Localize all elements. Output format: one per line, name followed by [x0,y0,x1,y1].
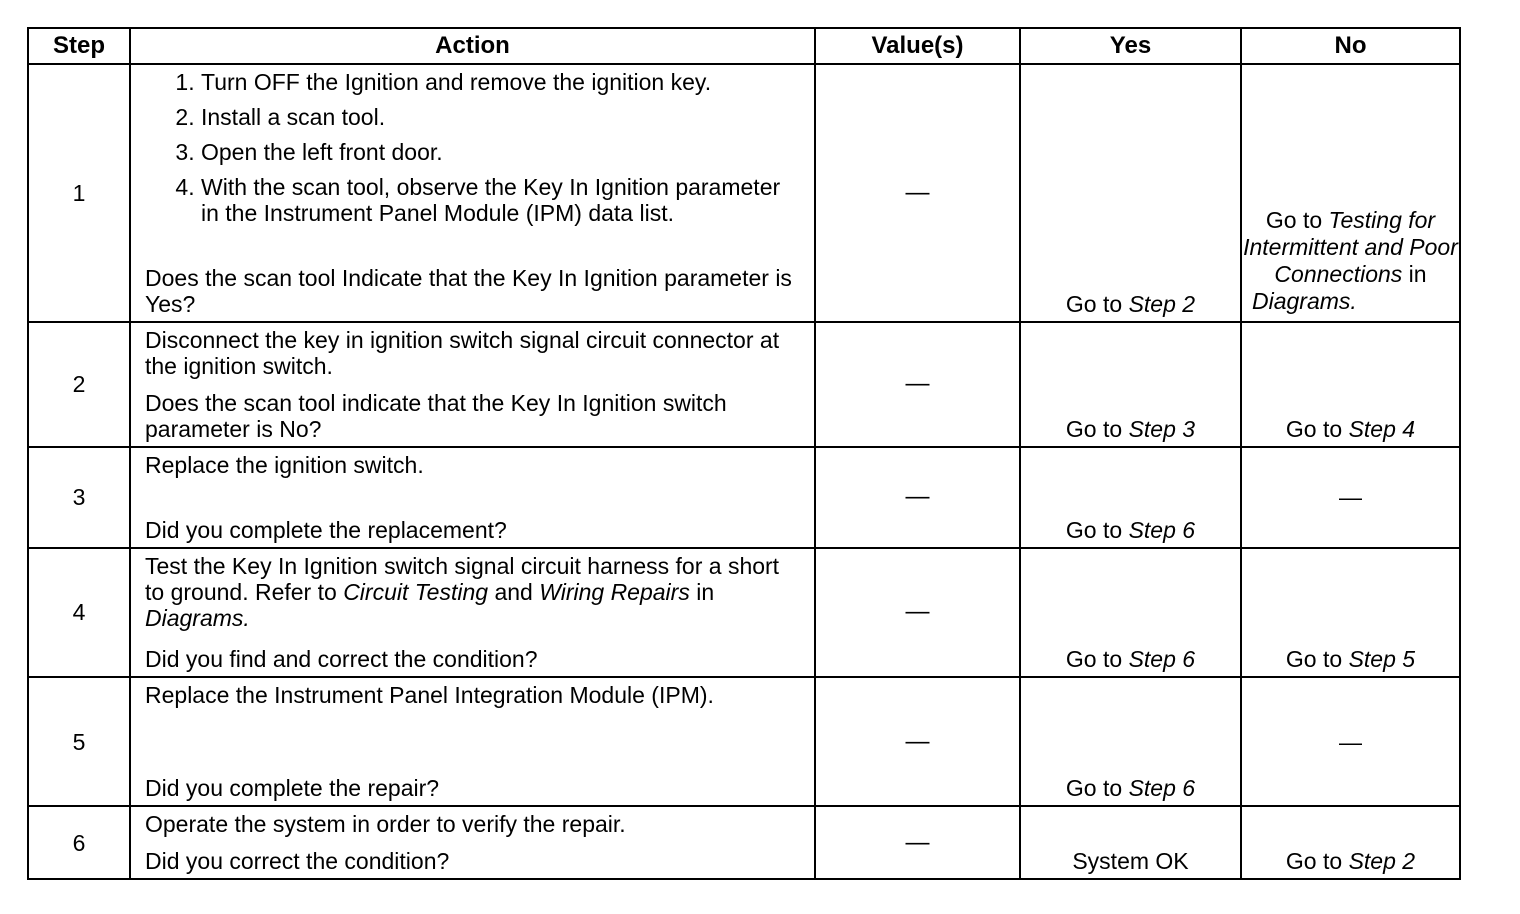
action-question: Did you find and correct the condition? [145,645,538,672]
yes-cell [1020,548,1241,677]
step-number: 4 [28,548,130,677]
yes-cell [1020,64,1241,322]
action-cell [130,447,815,548]
action-text: Operate the system in order to verify the repair. [145,811,626,838]
no-diagrams-ref[interactable]: Diagrams. [1252,287,1357,314]
yes-prefix: Go to [1065,775,1129,802]
yes-step-link[interactable]: Step 6 [1128,516,1196,543]
header-yes: Yes [1020,28,1241,64]
action-text-part: and [488,578,540,605]
table-row [28,64,1460,322]
no-prefix: Go to [1285,415,1349,442]
wiring-repairs-ref[interactable]: Wiring Repairs [539,578,690,605]
yes-step-link[interactable]: Step 2 [1128,290,1196,317]
no-step-link[interactable]: Step 2 [1348,848,1416,874]
yes-cell [1020,447,1241,548]
step-number: 1 [28,64,130,322]
yes-prefix: Go to [1065,290,1129,317]
table-row [28,548,1460,677]
header-step: Step [28,28,130,64]
action-text: Disconnect the key in ignition switch signal circuit connector at the ignition switch. [145,326,780,379]
action-question: Does the scan tool indicate that the Key In Ignition switch parameter is No? [145,389,727,442]
action-text [145,553,800,631]
no-cell [1241,322,1460,447]
circuit-testing-ref[interactable]: Circuit Testing [343,578,489,605]
no-doc-link[interactable]: Testing for Intermittent and Poor Connections [1243,206,1458,287]
action-list-item: 1. Turn OFF the Ignition and remove the ignition key. [201,69,800,95]
step-number: 3 [28,447,130,548]
value-cell: — [815,806,1020,879]
action-list-item: 3. Open the left front door. [201,139,800,165]
diagrams-ref[interactable]: Diagrams. [145,604,250,631]
yes-cell [1020,322,1241,447]
no-cell: — [1241,677,1460,806]
action-cell [130,64,815,322]
action-text-part: in [689,578,715,605]
yes-prefix: Go to [1065,516,1129,543]
no-cell [1241,64,1460,322]
action-list-item: 2. Install a scan tool. [201,104,800,130]
table-row [28,677,1460,806]
step-number: 5 [28,677,130,806]
action-text: Replace the ignition switch. [145,451,424,478]
header-no: No [1241,28,1460,64]
diagnostic-table [27,27,1461,880]
value-cell: — [815,677,1020,806]
yes-prefix: Go to [1065,415,1129,442]
table-row [28,806,1460,879]
yes-cell: System OK [1020,806,1241,879]
action-cell [130,548,815,677]
no-cell [1241,548,1460,677]
action-question: Did you complete the replacement? [145,516,507,543]
no-cell: — [1241,447,1460,548]
value-cell: — [815,322,1020,447]
yes-step-link[interactable]: Step 6 [1128,645,1196,672]
action-list-item: 4. With the scan tool, observe the Key In Ignition parameter in the Instrument Panel Module (IPM) data list. [201,174,800,226]
action-cell [130,806,815,879]
no-prefix: Go to [1265,206,1329,233]
action-cell [130,322,815,447]
action-text-part: Test the Key In Ignition switch signal circuit harness for a short to ground. Refer to [145,552,780,605]
step-number: 2 [28,322,130,447]
action-list [145,69,800,226]
yes-cell [1020,677,1241,806]
yes-prefix: Go to [1065,645,1129,672]
value-cell: — [815,64,1020,322]
action-question: Does the scan tool Indicate that the Key In Ignition parameter is Yes? [145,264,792,317]
action-question: Did you complete the repair? [145,775,440,802]
action-text: Replace the Instrument Panel Integration Module (IPM). [145,681,714,708]
no-step-link[interactable]: Step 5 [1348,645,1416,672]
value-cell: — [815,548,1020,677]
no-prefix: Go to [1285,645,1349,672]
no-step-link[interactable]: Step 4 [1348,415,1416,442]
no-cell [1241,806,1460,879]
yes-step-link[interactable]: Step 6 [1128,775,1196,802]
header-values: Value(s) [815,28,1020,64]
no-prefix: Go to [1285,848,1349,874]
value-cell: — [815,447,1020,548]
action-cell [130,677,815,806]
step-number: 6 [28,806,130,879]
yes-step-link[interactable]: Step 3 [1128,415,1196,442]
header-row [28,28,1460,64]
action-question: Did you correct the condition? [145,848,450,874]
no-reference [1242,207,1459,315]
header-action: Action [130,28,815,64]
table-row [28,447,1460,548]
table-row [28,322,1460,447]
no-suffix: in [1402,260,1427,287]
